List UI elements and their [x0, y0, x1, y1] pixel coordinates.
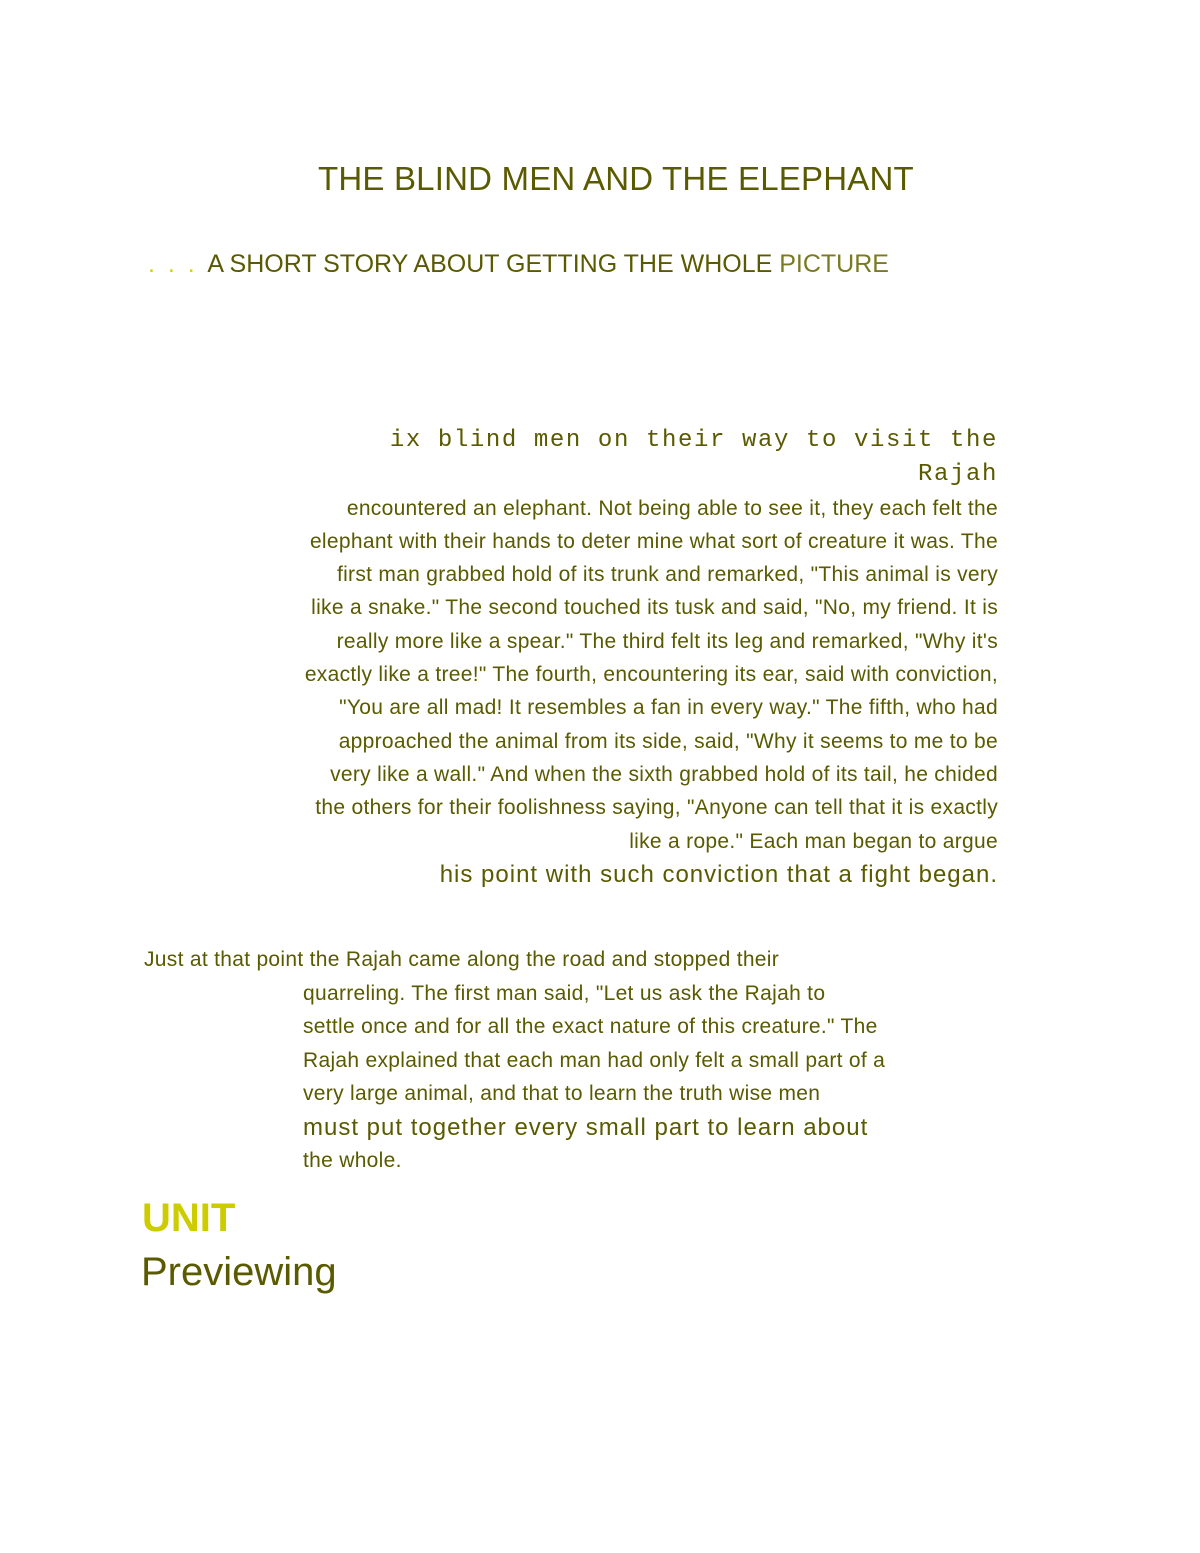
- document-title: THE BLIND MEN AND THE ELEPHANT: [318, 160, 914, 197]
- subtitle-end-text: PICTURE: [779, 250, 889, 278]
- paragraph-2-line: very large animal, and that to learn the truth wise men: [303, 1082, 821, 1105]
- paragraph-2-big-line: must put together every small part to learn about: [303, 1113, 869, 1141]
- unit-name: Previewing: [141, 1250, 337, 1294]
- paragraph-2-line: Just at that point the Rajah came along the road and stopped their: [144, 948, 780, 971]
- document-subtitle: [148, 250, 889, 279]
- story-paragraph-1: [300, 423, 998, 892]
- paragraph-2-last-line: the whole.: [303, 1149, 402, 1172]
- paragraph-2-line: settle once and for all the exact nature of this creature." The: [303, 1015, 878, 1038]
- paragraph-1-last-line: his point with such conviction that a fight began.: [439, 860, 998, 888]
- paragraph-1-body: encountered an elephant. Not being able to see it, they each felt the elephant with their hands to deter mine what sort of creature it was. The first man grabbed hold of its trunk and remarked, "This animal is very like a snake." The second touched its tusk and said, "No, my friend. It is really more like a spear." The third felt its leg and remarked, "Why it's exactly like a tree!" The fourth, encountering its ear, said with conviction, "You are all mad! It resembles a fan in every way." The fifth, who had approached the animal from its side, said, "Why it seems to me to be very like a wall." And when the sixth grabbed hold of its tail, he chided the others for their foolishness saying, "Anyone can tell that it is exactly like a rope." Each man began to argue: [304, 496, 998, 853]
- paragraph-2-line: Rajah explained that each man had only felt a small part of a: [303, 1048, 886, 1072]
- subtitle-main-text: A SHORT STORY ABOUT GETTING THE WHOLE: [207, 250, 773, 278]
- paragraph-1-first-line: ix blind men on their way to visit the Rajah: [389, 427, 998, 489]
- unit-label: UNIT: [142, 1196, 236, 1240]
- paragraph-2-line: quarreling. The first man said, "Let us ask the Rajah to: [303, 981, 826, 1005]
- subtitle-ellipsis: . . .: [148, 250, 198, 278]
- story-paragraph-2: [144, 943, 956, 1178]
